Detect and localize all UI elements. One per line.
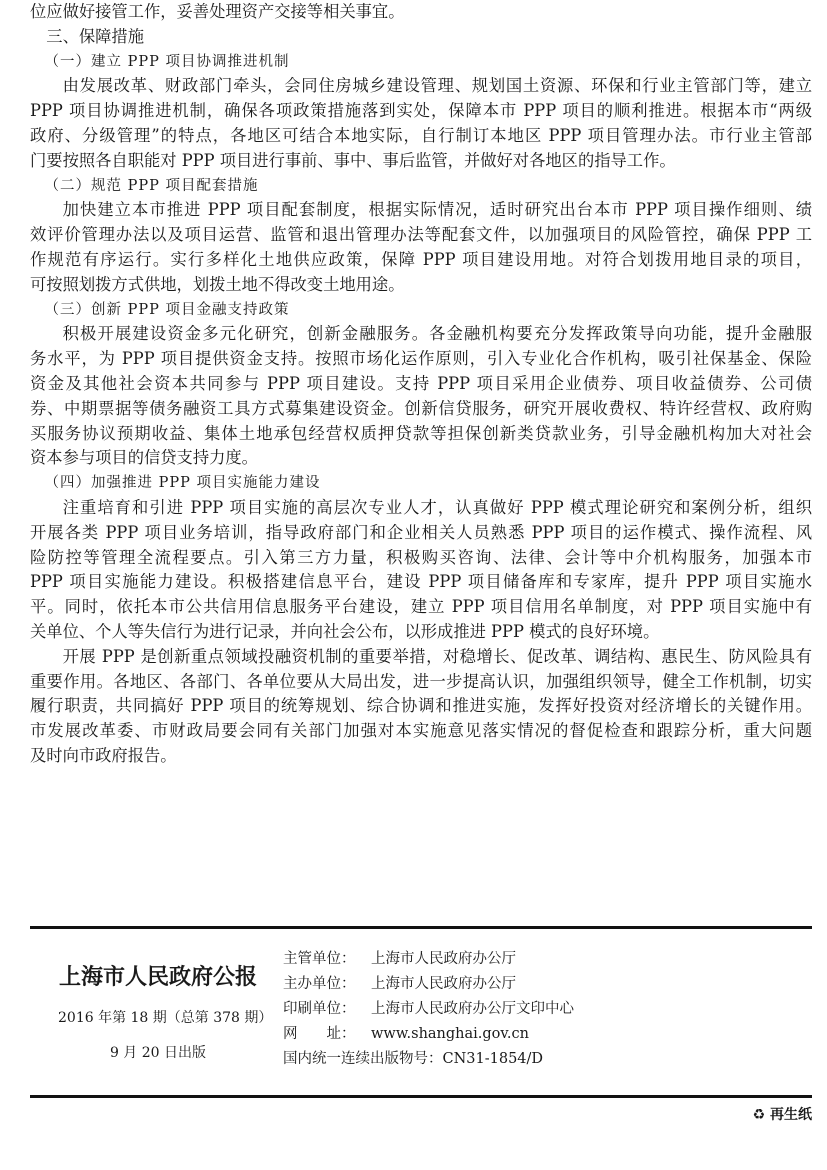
info-row bbox=[283, 1022, 574, 1047]
paragraph-line: 险防控等管理全流程要点。引入第三方力量，积极购买咨询、法律、会计等中介机构服务，加强本市 bbox=[30, 547, 812, 567]
info-row bbox=[283, 997, 574, 1022]
info-label: 网 址： bbox=[283, 1026, 356, 1042]
paragraph-line: 积极开展建设资金多元化研究，创新金融服务。各金融机构要充分发挥政策导向功能，提升金融服 bbox=[62, 324, 812, 344]
masthead-date: 9 月 20 日出版 bbox=[109, 1045, 207, 1061]
paragraph-line: 履行职责，共同搞好 PPP 项目的统筹规划、综合协调和推进实施，发挥好投资对经济增长的关键作用。 bbox=[30, 696, 812, 716]
recycle-icon: ♻ bbox=[752, 1107, 766, 1123]
info-value: 上海市人民政府办公厅 bbox=[371, 951, 516, 967]
section-heading: 三、保障措施 bbox=[46, 26, 144, 46]
footer-top-rule bbox=[30, 926, 812, 929]
paragraph-line: 作规范有序运行。实行多样化土地供应政策，保障 PPP 项目建设用地。对符合划拨用地目录的项目， bbox=[30, 249, 812, 269]
recycled-paper-mark bbox=[753, 1104, 812, 1124]
paragraph-line: 资金及其他社会资本共同参与 PPP 项目建设。支持 PPP 项目采用企业债券、项目收益债券、公司债 bbox=[30, 373, 812, 393]
info-value: CN31-1854/D bbox=[442, 1051, 544, 1067]
paragraph-line: 务水平，为 PPP 项目提供资金支持。按照市场化运作原则，引入专业化合作机构，吸引社保基金、保险 bbox=[30, 349, 812, 369]
info-label: 主办单位： bbox=[283, 976, 356, 992]
paragraph-line: 买服务协议预期收益、集体土地承包经营权质押贷款等担保创新类贷款业务，引导金融机构加大对社会 bbox=[30, 423, 812, 443]
info-value: 上海市人民政府办公厅文印中心 bbox=[371, 1001, 574, 1017]
paragraph-line: 效评价管理办法以及项目运营、监管和退出管理办法等配套文件，以加强项目的风险管控，确保 PPP 工 bbox=[30, 225, 812, 245]
paragraph-line: PPP 项目协调推进机制，确保各项政策措施落到实处，保障本市 PPP 项目的顺利推进。根据本市“两级 bbox=[30, 101, 812, 121]
subsection-heading: （一）建立 PPP 项目协调推进机制 bbox=[44, 53, 290, 70]
subsection-heading: （四）加强推进 PPP 项目实施能力建设 bbox=[44, 475, 321, 492]
paragraph-line: 位应做好接管工作，妥善处理资产交接等相关事宜。 bbox=[30, 2, 405, 21]
publication-info bbox=[283, 947, 574, 1072]
paragraph-line: 重要作用。各地区、各部门、各单位要从大局出发，进一步提高认识，加强组织领导，健全工作机制，切实 bbox=[30, 671, 812, 691]
paragraph-line: 注重培育和引进 PPP 项目实施的高层次专业人才，认真做好 PPP 模式理论研究和案例分析，组织 bbox=[62, 497, 812, 517]
paragraph-line: 加快建立本市推进 PPP 项目配套制度，根据实际情况，适时研究出台本市 PPP 项目操作细则、绩 bbox=[62, 200, 812, 220]
paragraph-line: 平。同时，依托本市公共信用信息服务平台建设，建立 PPP 项目信用名单制度，对 PPP 项目实施中有 bbox=[30, 597, 812, 617]
paragraph-line: 开展各类 PPP 项目业务培训，指导政府部门和企业相关人员熟悉 PPP 项目的运作模式、操作流程、风 bbox=[30, 522, 812, 542]
paragraph-line: 关单位、个人等失信行为进行记录，并向社会公布，以形成推进 PPP 模式的良好环境。 bbox=[30, 621, 660, 641]
paragraph-line: 资本参与项目的信贷支持力度。 bbox=[30, 448, 258, 468]
paragraph-line: 市发展改革委、市财政局要会同有关部门加强对本实施意见落实情况的督促检查和跟踪分析，重大问题 bbox=[30, 721, 812, 741]
masthead-title: 上海市人民政府公报 bbox=[58, 964, 257, 990]
recycle-label: 再生纸 bbox=[770, 1107, 812, 1123]
website-link[interactable]: www.shanghai.gov.cn bbox=[371, 1026, 529, 1042]
masthead-issue: 2016 年第 18 期（总第 378 期） bbox=[58, 1010, 273, 1026]
subsection-heading: （三）创新 PPP 项目金融支持政策 bbox=[44, 301, 290, 318]
info-value: 上海市人民政府办公厅 bbox=[371, 976, 516, 992]
paragraph-line: 开展 PPP 是创新重点领域投融资机制的重要举措，对稳增长、促改革、调结构、惠民生、防风险具有 bbox=[62, 646, 812, 666]
info-label: 印刷单位： bbox=[283, 1001, 356, 1017]
info-label: 国内统一连续出版物号： bbox=[283, 1051, 443, 1067]
paragraph-line: PPP 项目实施能力建设。积极搭建信息平台，建设 PPP 项目储备库和专家库，提升 PPP 项目实施水 bbox=[30, 572, 812, 592]
info-row bbox=[283, 972, 574, 997]
paragraph-line: 政府、分级管理”的特点，各地区可结合本地实际，自行制订本地区 PPP 项目管理办法。市行业主管部 bbox=[30, 125, 812, 145]
info-row bbox=[283, 1047, 574, 1072]
paragraph-line: 可按照划拨方式供地，划拨土地不得改变土地用途。 bbox=[30, 274, 405, 294]
footer-bottom-rule bbox=[30, 1095, 812, 1098]
info-label: 主管单位： bbox=[283, 951, 356, 967]
paragraph-line: 由发展改革、财政部门牵头，会同住房城乡建设管理、规划国土资源、环保和行业主管部门等，建立 bbox=[62, 76, 812, 96]
subsection-heading: （二）规范 PPP 项目配套措施 bbox=[44, 177, 259, 194]
info-row bbox=[283, 947, 574, 972]
paragraph-line: 门要按照各自职能对 PPP 项目进行事前、事中、事后监管，并做好对各地区的指导工作。 bbox=[30, 150, 676, 170]
paragraph-line: 及时向市政府报告。 bbox=[30, 745, 177, 765]
article-body bbox=[30, 0, 812, 769]
paragraph-line: 券、中期票据等债务融资工具方式募集建设资金。创新信贷服务，研究开展收费权、特许经营权、政府购 bbox=[30, 398, 812, 418]
